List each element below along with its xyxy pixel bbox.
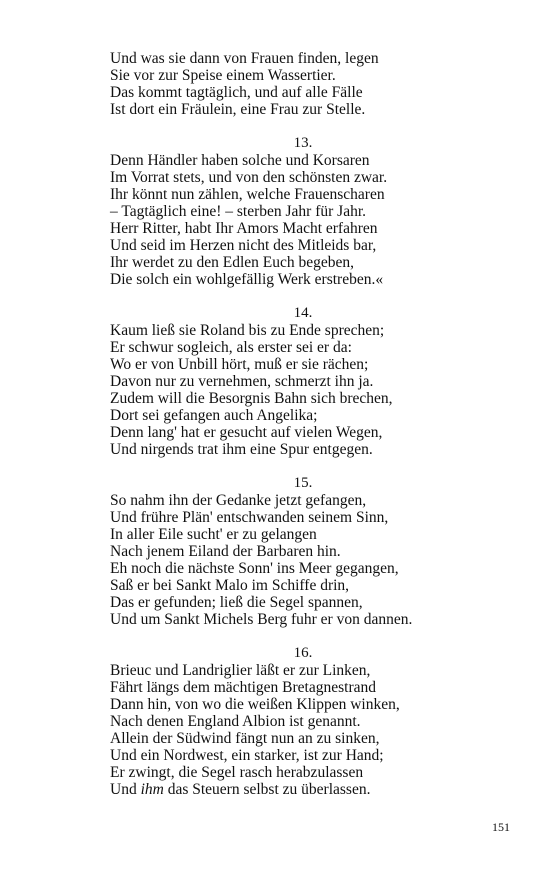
- stanza-number: 13.: [293, 135, 313, 151]
- stanza-14: [110, 305, 510, 458]
- stanza-gap: [110, 288, 510, 305]
- verse-line: Ihr könnt nun zählen, welche Frauenscharen: [110, 186, 385, 203]
- stanza-number: 15.: [293, 475, 313, 491]
- stanza-opening: [110, 50, 510, 118]
- verse-line: Saß er bei Sankt Malo im Schiffe drin,: [110, 577, 350, 594]
- verse-line: Und ein Nordwest, ein starker, ist zur Hand;: [110, 747, 384, 764]
- stanza-gap: [110, 458, 510, 475]
- verse-line: – Tagtäglich eine! – sterben Jahr für Jahr.: [110, 203, 367, 220]
- verse-line: Dort sei gefangen auch Angelika;: [110, 407, 318, 424]
- stanza-15: [110, 475, 510, 628]
- stanza-gap: [110, 118, 510, 135]
- verse-line: Er zwingt, die Segel rasch herabzulassen: [110, 764, 364, 781]
- verse-line: Und was sie dann von Frauen finden, legen: [110, 50, 379, 67]
- verse-line: Zudem will die Besorgnis Bahn sich brechen,: [110, 390, 393, 407]
- verse-line: Eh noch die nächste Sonn' ins Meer gegangen,: [110, 560, 399, 577]
- verse-line: Und nirgends trat ihm eine Spur entgegen.: [110, 441, 373, 458]
- poem-text: [110, 50, 510, 798]
- verse-line: In aller Eile sucht' er zu gelangen: [110, 526, 317, 543]
- verse-line: Er schwur sogleich, als erster sei er da:: [110, 339, 352, 356]
- verse-line: Denn lang' hat er gesucht auf vielen Wegen,: [110, 424, 383, 441]
- verse-line: Ihr werdet zu den Edlen Euch begeben,: [110, 254, 355, 271]
- verse-line: [110, 781, 510, 798]
- verse-line: Allein der Südwind fängt nun an zu sinken,: [110, 730, 380, 747]
- stanza-number: 14.: [293, 305, 313, 321]
- verse-line: Brieuc und Landriglier läßt er zur Linken,: [110, 662, 371, 679]
- verse-line: Und frühre Plän' entschwanden seinem Sinn,: [110, 509, 389, 526]
- stanza-gap: [110, 628, 510, 645]
- verse-line: Kaum ließ sie Roland bis zu Ende sprechen;: [110, 322, 385, 339]
- verse-line: Davon nur zu vernehmen, schmerzt ihn ja.: [110, 373, 374, 390]
- verse-line: Ist dort ein Fräulein, eine Frau zur Stelle.: [110, 101, 366, 118]
- verse-line: Und seid im Herzen nicht des Mitleids bar,: [110, 237, 377, 254]
- verse-line: Nach jenem Eiland der Barbaren hin.: [110, 543, 341, 560]
- emphasized-word: ihm: [140, 781, 164, 798]
- stanza-number: 16.: [293, 645, 313, 661]
- verse-line: Im Vorrat stets, und von den schönsten zwar.: [110, 169, 388, 186]
- page-number: 151: [492, 820, 510, 834]
- verse-line: Die solch ein wohlgefällig Werk erstreben.«: [110, 271, 384, 288]
- stanza-16: [110, 645, 510, 798]
- verse-line: Wo er von Unbill hört, muß er sie rächen;: [110, 356, 369, 373]
- verse-line: Nach denen England Albion ist genannt.: [110, 713, 361, 730]
- verse-line: Dann hin, von wo die weißen Klippen winken,: [110, 696, 400, 713]
- verse-text: das Steuern selbst zu überlassen.: [163, 781, 371, 798]
- verse-line: Und um Sankt Michels Berg fuhr er von dannen.: [110, 611, 413, 628]
- verse-line: Das kommt tagtäglich, und auf alle Fälle: [110, 84, 363, 101]
- verse-line: Herr Ritter, habt Ihr Amors Macht erfahren: [110, 220, 378, 237]
- verse-line: Das er gefunden; ließ die Segel spannen,: [110, 594, 363, 611]
- verse-line: So nahm ihn der Gedanke jetzt gefangen,: [110, 492, 367, 509]
- verse-line: Fährt längs dem mächtigen Bretagnestrand: [110, 679, 377, 696]
- verse-line: Sie vor zur Speise einem Wassertier.: [110, 67, 336, 84]
- stanza-13: [110, 135, 510, 288]
- verse-text: Und: [110, 781, 141, 798]
- verse-line: Denn Händler haben solche und Korsaren: [110, 152, 370, 169]
